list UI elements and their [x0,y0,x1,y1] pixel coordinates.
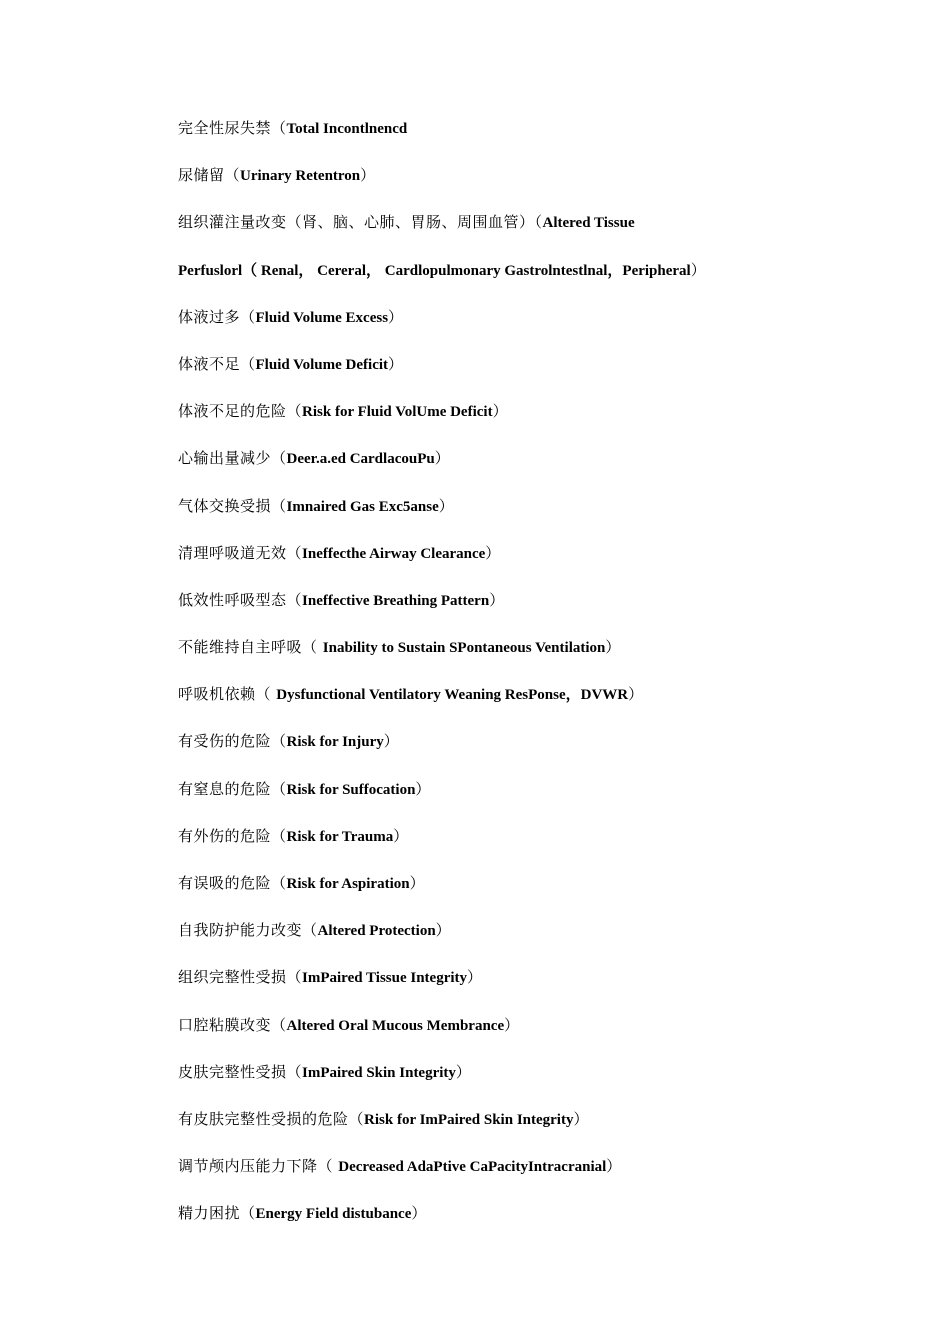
entry-english-term: Altered Tissue [542,215,635,232]
entry-closing-paren: ） [393,826,409,845]
diagnosis-entry [178,1152,918,1199]
diagnosis-entry [178,727,918,774]
diagnosis-entry [178,916,918,963]
entry-closing-paren: ） [415,779,431,798]
entry-closing-paren: ） [455,1062,472,1081]
entry-chinese-term: 清理呼吸道无效（ [178,543,303,562]
diagnosis-entry [178,1011,918,1058]
entry-chinese-term: 心输出量减少（ [178,449,287,468]
entry-english-term: Perfuslorl（ Renal， Cereral， Cardlopulmonary Gastrolntestlnal，Peripheral [178,262,691,279]
entry-english-term: Altered Oral Mucous Membrance [286,1017,505,1034]
entry-english-term: Total Incontlnencd [286,121,408,137]
entry-chinese-term: 有窒息的危险（ [178,779,287,798]
entry-closing-paren: ） [434,449,451,468]
entry-chinese-term: 皮肤完整性受损（ [178,1062,303,1081]
diagnosis-entry [178,208,918,255]
entry-chinese-term: 尿储留（ [178,166,241,185]
entry-chinese-term: 体液不足的危险（ [178,402,303,421]
entry-closing-paren: ） [467,968,483,987]
entry-closing-paren: ） [606,1157,622,1176]
entry-english-term: Ineffecthe Airway Clearance [302,545,486,562]
diagnosis-entry [178,397,918,444]
entry-closing-paren: ） [435,921,452,940]
entry-closing-paren: ） [485,543,501,562]
entry-closing-paren: ） [690,260,707,279]
entry-closing-paren: ） [504,1015,520,1034]
entry-english-term: Deer.a.ed CardlacouPu [286,451,435,468]
diagnosis-entry [178,633,918,680]
entry-english-term: Dysfunctional Ventilatory Weaning ResPonse，DVWR [276,687,629,704]
entry-english-term: Risk for ImPaired Skin Integrity [364,1111,574,1128]
entry-chinese-term: 完全性尿失禁（ [178,119,287,137]
entry-chinese-term: 精力困扰（ [178,1204,256,1223]
diagnosis-entry [178,775,918,822]
entry-chinese-term: 体液不足（ [178,354,256,373]
diagnosis-entry [178,1199,918,1246]
entry-english-term: Fluid Volume Excess [255,309,389,326]
entry-english-term: Decreased AdaPtive CaPacityIntracranial [338,1159,607,1176]
entry-closing-paren: ） [383,732,400,751]
entry-closing-paren: ） [388,307,404,326]
entry-english-term: Imnaired Gas Exc5anse [286,498,439,515]
entry-chinese-term: 气体交换受损（ [178,496,287,515]
entry-chinese-term: 组织灌注量改变（肾、脑、心肺、胃肠、周围血管）（ [178,213,543,232]
entry-english-term: ImPaired Skin Integrity [302,1064,456,1081]
diagnosis-entry [178,822,918,869]
entry-english-term: Energy Field distubance [255,1206,412,1223]
entry-chinese-term: 口腔粘膜改变（ [178,1015,287,1034]
diagnosis-entry [178,492,918,539]
entry-english-term: Risk for Aspiration [286,876,410,892]
entry-english-term: Fluid Volume Deficit [255,356,389,373]
diagnosis-entry [178,680,918,727]
entry-chinese-term: 有外伤的危险（ [178,826,287,845]
diagnosis-entry [178,963,918,1010]
entry-closing-paren: ） [388,354,404,373]
entry-english-term: Risk for Trauma [286,828,394,845]
entry-english-term: Inability to Sustain SPontaneous Ventilation [322,640,606,657]
entry-closing-paren: ） [605,638,621,657]
entry-english-term: Ineffective Breathing Pattern [302,592,490,609]
entry-chinese-term: 不能维持自主呼吸（ [178,638,323,657]
entry-english-term: Risk for Suffocation [286,781,416,798]
entry-closing-paren: ） [492,402,509,421]
entry-english-term: Risk for Injury [286,734,384,751]
entry-english-term: Altered Protection [317,923,436,940]
entry-chinese-term: 体液过多（ [178,307,256,326]
entry-chinese-term: 有误吸的危险（ [178,874,287,892]
entry-closing-paren: ） [360,166,376,185]
entry-closing-paren: ） [438,496,455,515]
entry-chinese-term: 组织完整性受损（ [178,968,303,987]
entry-closing-paren: ） [628,685,644,704]
diagnosis-entry [178,586,918,633]
entry-chinese-term: 呼吸机依赖（ [178,685,277,704]
diagnosis-entry [178,1058,918,1105]
entry-chinese-term: 自我防护能力改变（ [178,921,318,940]
entry-closing-paren: ） [409,874,426,892]
entry-closing-paren: ） [411,1204,427,1223]
diagnosis-entry [178,444,918,491]
entry-chinese-term: 低效性呼吸型态（ [178,590,303,609]
diagnosis-entry-continuation [178,256,918,303]
diagnosis-entry [178,303,918,350]
diagnosis-entry [178,1105,918,1152]
entry-english-term: Urinary Retentron [240,168,361,185]
diagnosis-entry [178,161,918,208]
diagnosis-entry [178,539,918,586]
diagnosis-entry [178,114,918,161]
entry-english-term: ImPaired Tissue Integrity [302,970,468,987]
entry-closing-paren: ） [573,1109,589,1128]
diagnosis-list [178,114,918,1247]
diagnosis-entry [178,350,918,397]
entry-chinese-term: 调节颅内压能力下降（ [178,1157,339,1176]
entry-english-term: Risk for Fluid VolUme Deficit [302,404,493,421]
diagnosis-entry [178,869,918,916]
entry-closing-paren: ） [489,590,505,609]
entry-chinese-term: 有皮肤完整性受损的危险（ [178,1109,365,1128]
entry-chinese-term: 有受伤的危险（ [178,732,287,751]
